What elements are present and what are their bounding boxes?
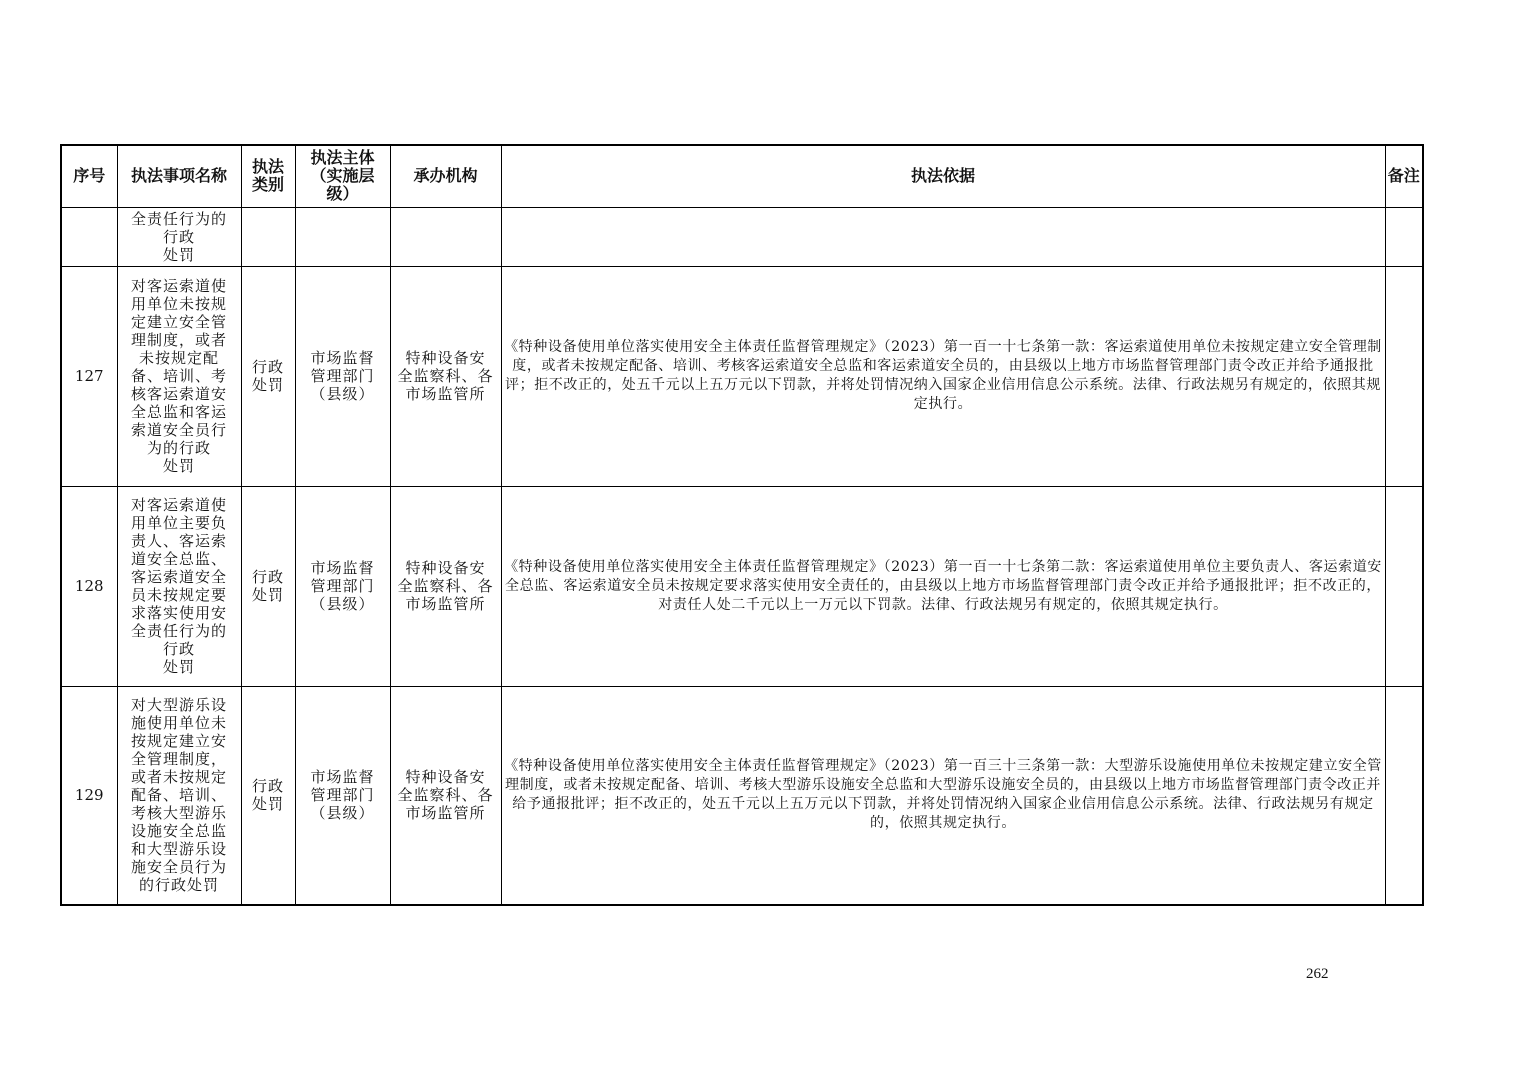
basis-cell: 《特种设备使用单位落实使用安全主体责任监督管理规定》（2023）第一百一十七条第一款：客运索道使用单位未按规定建立安全管理制度，或者未按规定配备、培训、考核客运索道安全总监和客运索道安全员的，由县级以上地方市场监督管理部门责令改正并给予通报批评；拒不改正的，处五千元以上五万元以下罚款，并将处罚情况纳入国家企业信用信息公示系统。法律、行政法规另有规定的，依照其规定执行。 [501,266,1385,486]
header-name: 执法事项名称 [117,145,241,207]
seq-cell [61,207,117,266]
item-name-line: 索道安全员行 [130,421,227,439]
basis-cell: 《特种设备使用单位落实使用安全主体责任监督管理规定》（2023）第一百三十三条第一款：大型游乐设施使用单位未按规定建立安全管理制度，或者未按规定配备、培训、考核大型游乐设施安全总监和大型游乐设施安全员的，由县级以上地方市场监督管理部门责令改正并给予通报批评；拒不改正的，处五千元以上五万元以下罚款，并将处罚情况纳入国家企业信用信息公示系统。法律、行政法规另有规定的，依照其规定执行。 [501,686,1385,905]
header-remark: 备注 [1385,145,1423,207]
item-name-line: 和大型游乐设 [130,840,227,859]
item-name-line: 配备、培训、 [130,786,227,805]
page-number: 262 [1306,966,1329,982]
item-name-line: 用单位主要负 [130,514,227,532]
item-name-line: 全责任行为的 [130,209,227,228]
item-name-line: 或者未按规定 [130,768,227,787]
table-row [61,207,1423,266]
category-cell [241,686,295,905]
org-cell [390,266,501,486]
subject-line: 管理部门 [310,577,375,595]
item-name-line: 按规定建立安 [130,732,227,751]
item-name-line: 设施安全总监 [130,822,227,841]
category-line: 行政 [251,358,284,376]
item-name-line: 理制度，或者 [130,331,227,349]
table-row [61,686,1423,905]
item-name-line: 客运索道安全 [130,568,227,586]
category-cell [241,486,295,686]
category-line: 处罚 [251,795,284,814]
header-row [61,145,1423,207]
item-name-line: 施安全员行为 [130,858,227,877]
subject-line: （县级） [310,595,375,613]
basis-cell: 《特种设备使用单位落实使用安全主体责任监督管理规定》（2023）第一百一十七条第二款：客运索道使用单位主要负责人、客运索道安全总监、客运索道安全员未按规定要求落实使用安全责任的，由县级以上地方市场监督管理部门责令改正并给予通报批评；拒不改正的，对责任人处二千元以上一万元以下罚款。法律、行政法规另有规定的，依照其规定执行。 [501,486,1385,686]
seq-cell: 129 [61,686,117,905]
org-line: 全监察科、各 [397,786,494,805]
item-name-line: 全管理制度， [130,750,227,769]
category-line: 处罚 [251,376,284,394]
subject-line: 市场监督 [310,559,375,577]
seq-cell: 127 [61,266,117,486]
org-line: 特种设备安 [405,768,486,787]
item-name-cell [117,486,241,686]
header-basis: 执法依据 [501,145,1385,207]
basis-cell [501,207,1385,266]
category-cell [241,266,295,486]
item-name-cell [117,207,241,266]
remark-cell [1385,207,1423,266]
item-name-line: 行政 [162,227,195,246]
item-name-line: 为的行政 [146,439,211,457]
item-name-line: 定建立安全管 [130,313,227,331]
subject-line: 市场监督 [310,349,375,367]
subject-cell [295,486,390,686]
header-subject [295,145,390,207]
subject-cell [295,207,390,266]
item-name-line: 道安全总监、 [130,550,227,568]
item-name-line: 对客运索道使 [130,277,227,295]
item-name-line: 全责任行为的 [130,622,227,640]
org-line: 市场监管所 [405,804,486,823]
subject-line: 管理部门 [310,786,375,805]
item-name-line: 处罚 [162,457,195,475]
category-line: 行政 [251,568,284,586]
item-name-line: 责人、客运索 [130,532,227,550]
table-row [61,266,1423,486]
subject-cell [295,686,390,905]
item-name-line: 求落实使用安 [130,604,227,622]
org-line: 市场监管所 [405,595,486,613]
header-subject-line: 执法主体 [310,148,375,168]
item-name-line: 全总监和客运 [130,403,227,421]
subject-line: 管理部门 [310,367,375,385]
item-name-cell [117,686,241,905]
header-subject-line: 级） [326,184,359,204]
header-category-line: 执法 [251,157,284,177]
item-name-cell [117,266,241,486]
subject-line: （县级） [310,385,375,403]
remark-cell [1385,486,1423,686]
header-seq: 序号 [61,145,117,207]
seq-cell: 128 [61,486,117,686]
remark-cell [1385,686,1423,905]
header-category-line: 类别 [251,175,284,195]
org-cell [390,486,501,686]
subject-cell [295,266,390,486]
header-subject-line: （实施层 [310,166,375,186]
org-line: 全监察科、各 [397,577,494,595]
item-name-line: 的行政处罚 [138,876,219,895]
item-name-line: 备、培训、考 [130,367,227,385]
item-name-line: 未按规定配 [138,349,219,367]
subject-line: （县级） [310,804,375,823]
item-name-line: 处罚 [162,245,195,264]
org-line: 全监察科、各 [397,367,494,385]
item-name-line: 用单位未按规 [130,295,227,313]
item-name-line: 行政 [162,640,195,658]
item-name-line: 对客运索道使 [130,496,227,514]
category-cell [241,207,295,266]
item-name-line: 员未按规定要 [130,586,227,604]
org-line: 特种设备安 [405,559,486,577]
table-row [61,486,1423,686]
category-line: 行政 [251,777,284,796]
remark-cell [1385,266,1423,486]
item-name-line: 施使用单位未 [130,714,227,733]
header-category [241,145,295,207]
item-name-line: 处罚 [162,658,195,676]
org-cell [390,686,501,905]
item-name-line: 考核大型游乐 [130,804,227,823]
header-org: 承办机构 [390,145,501,207]
org-line: 市场监管所 [405,385,486,403]
org-line: 特种设备安 [405,349,486,367]
category-line: 处罚 [251,586,284,604]
enforcement-table [60,144,1424,906]
item-name-line: 对大型游乐设 [130,696,227,715]
item-name-line: 核客运索道安 [130,385,227,403]
subject-line: 市场监督 [310,768,375,787]
org-cell [390,207,501,266]
